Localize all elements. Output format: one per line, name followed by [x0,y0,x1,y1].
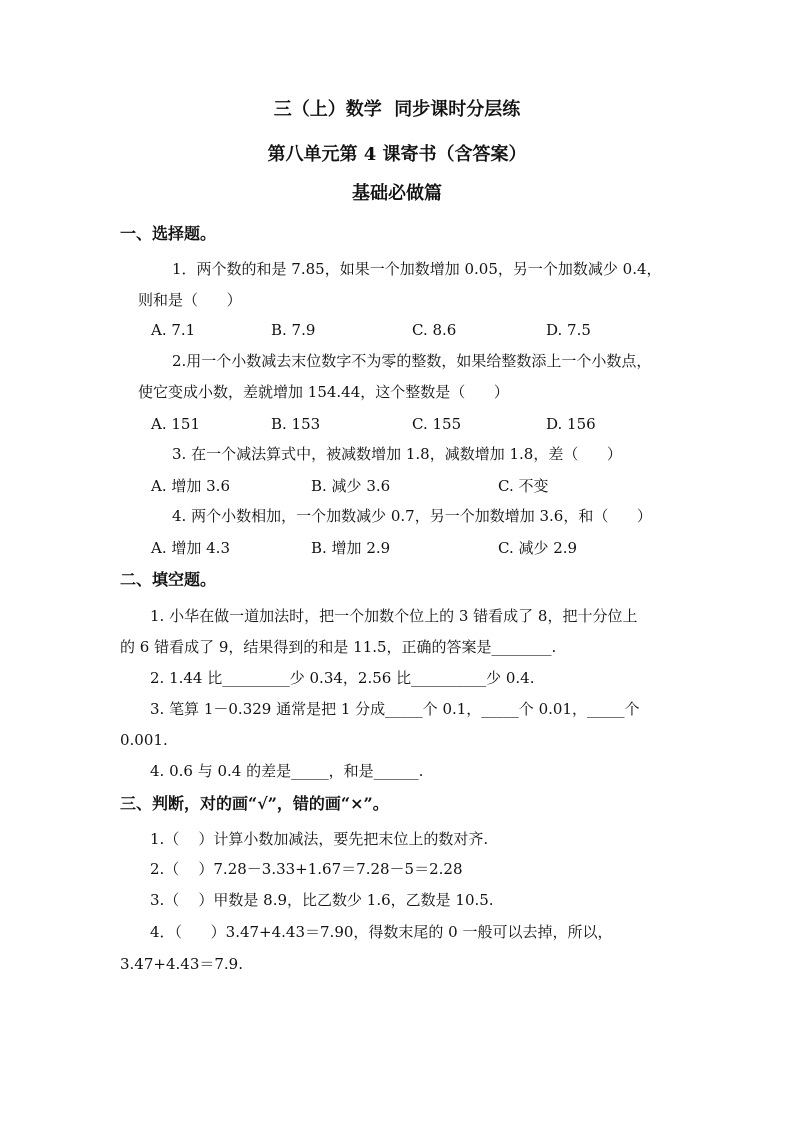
document-title: 三（上）数学 同步课时分层练 [273,99,521,120]
question-text: 则和是（ ） [138,291,242,309]
option-b: B. 153 [271,415,321,433]
section-heading-judge: 三、判断，对的画“√”，错的画“×”。 [120,794,389,813]
question-text: 1.（ ）计算小数加减法，要先把末位上的数对齐. [150,830,489,848]
question-text: 3.47+4.43＝7.9. [120,955,243,973]
option-d: D. 7.5 [546,321,591,339]
question-text: 3.（ ）甲数是 8.9，比乙数少 1.6，乙数是 10.5. [150,891,494,909]
option-b: B. 7.9 [271,321,316,339]
question-text: 4. 两个小数相加，一个加数减少 0.7，另一个加数增加 3.6，和（ ） [172,507,652,525]
question-text: 1. 小华在做一道加法时，把一个加数个位上的 3 错看成了 8，把十分位上 [150,607,638,625]
section-heading-fill: 二、填空题。 [120,570,217,589]
option-a: A. 增加 3.6 [151,477,230,495]
question-text: 4. 0.6 与 0.4 的差是_____，和是______. [150,762,424,780]
question-text: 2.（ ）7.28－3.33+1.67＝7.28－5＝2.28 [150,860,463,878]
question-text: 2. 1.44 比_________少 0.34，2.56 比__________少 0.4. [150,669,535,687]
question-text: 1．两个数的和是 7.85，如果一个加数增加 0.05，另一个加数减少 0.4， [172,260,662,278]
question-text: 0.001. [120,731,168,749]
question-text: 3. 在一个减法算式中，被减数增加 1.8，减数增加 1.8，差（ ） [172,445,622,463]
section-heading-choice: 一、选择题。 [120,224,217,243]
question-text: 2.用一个小数减去末位数字不为零的整数，如果给整数添上一个小数点， [172,352,652,370]
option-a: A. 7.1 [151,321,196,339]
question-text: 使它变成小数，差就增加 154.44，这个整数是（ ） [138,383,509,401]
option-c: C. 8.6 [412,321,457,339]
option-c: C. 减少 2.9 [498,539,578,557]
option-d: D. 156 [546,415,596,433]
option-b: B. 增加 2.9 [311,539,391,557]
option-b: B. 减少 3.6 [311,477,391,495]
option-c: C. 155 [412,415,462,433]
question-text: 的 6 错看成了 9，结果得到的和是 11.5，正确的答案是________. [120,638,557,656]
option-a: A. 增加 4.3 [151,539,230,557]
question-text: 4．（ ）3.47+4.43＝7.90，得数末尾的 0 一般可以去掉，所以， [150,923,613,941]
option-a: A. 151 [151,415,200,433]
option-c: C. 不变 [498,477,549,495]
level-heading: 基础必做篇 [352,183,442,204]
document-subtitle: 第八单元第 4 课寄书（含答案） [267,144,527,165]
question-text: 3. 笔算 1－0.329 通常是把 1 分成_____个 0.1，_____个 0.01，_____个 [150,700,640,718]
